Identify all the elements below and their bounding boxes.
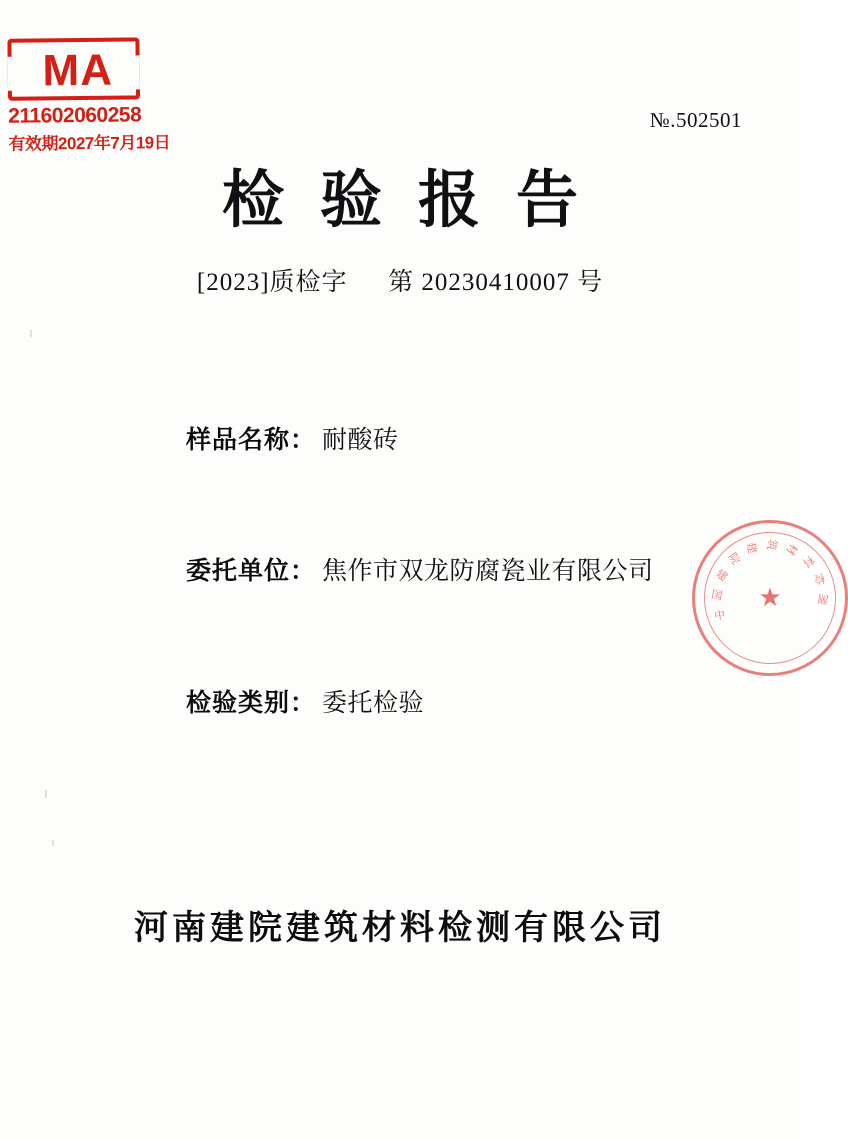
paper-speck bbox=[45, 790, 47, 798]
field-row-client bbox=[186, 556, 746, 587]
issuing-organization: 河南建院建筑材料检测有限公司 bbox=[134, 910, 666, 947]
cma-mark-box bbox=[7, 37, 140, 100]
field-value-sample-name: 耐酸砖 bbox=[322, 427, 399, 454]
field-label-inspection-type: 检验类别： bbox=[186, 689, 317, 717]
report-number-line bbox=[0, 262, 800, 298]
field-label-client: 委托单位： bbox=[186, 558, 317, 586]
page-title: 检验报告 bbox=[221, 167, 614, 235]
report-number-prefix: [2023]质检字 bbox=[196, 269, 348, 296]
cma-certificate-number: 211602060258 bbox=[8, 103, 142, 128]
seal-star-icon: ★ bbox=[758, 583, 782, 612]
field-value-client: 焦作市双龙防腐瓷业有限公司 bbox=[322, 558, 654, 586]
seal-ring-text: 中 国 建 院 建 筑 材 料 检 测 bbox=[710, 538, 830, 623]
serial-number: №.502501 bbox=[649, 108, 742, 132]
report-number-suffix: 第 20230410007 号 bbox=[388, 269, 604, 296]
field-value-inspection-type: 委托检验 bbox=[322, 689, 425, 717]
paper-speck bbox=[52, 840, 54, 846]
cma-stamp bbox=[7, 37, 171, 155]
official-seal bbox=[692, 520, 848, 676]
field-row-sample-name bbox=[186, 425, 746, 456]
field-row-inspection-type bbox=[186, 688, 746, 719]
field-label-sample-name: 样品名称： bbox=[186, 427, 317, 454]
cma-mark-text: MA bbox=[42, 45, 114, 96]
field-list bbox=[186, 425, 746, 819]
cma-validity: 有效期2027年7月19日 bbox=[8, 133, 171, 154]
paper-speck bbox=[30, 330, 32, 337]
